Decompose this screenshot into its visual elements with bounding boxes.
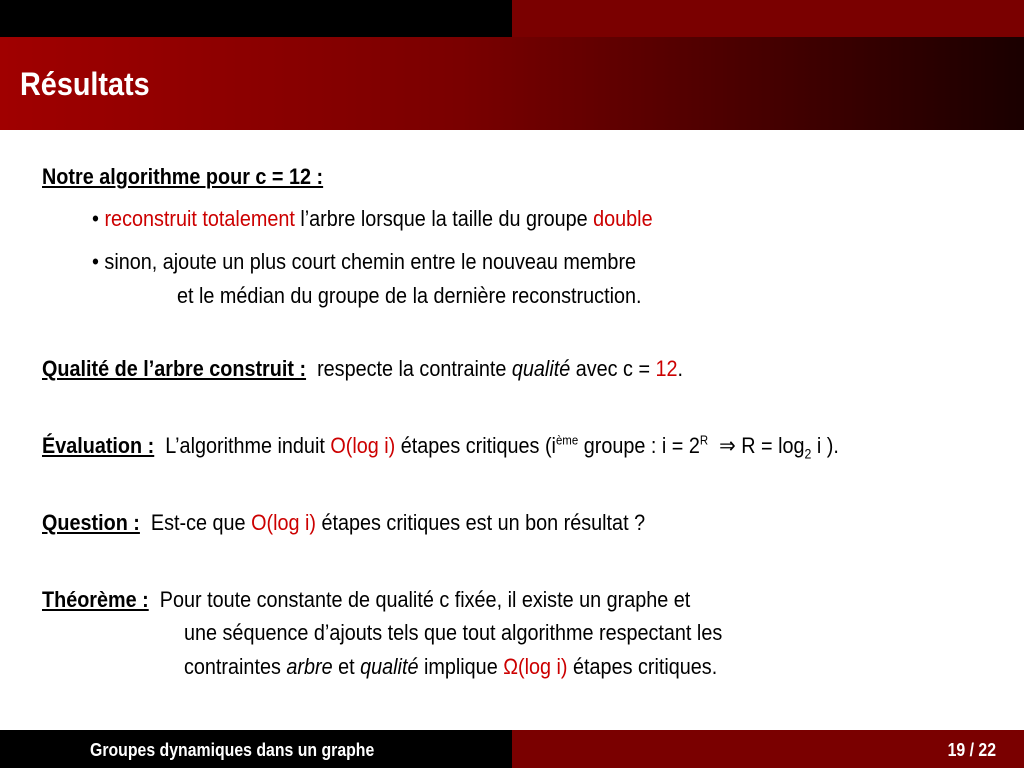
section-quality [42,358,683,381]
footer-bar [0,730,1024,768]
quality-text1: respecte la contrainte [317,356,512,381]
slide-title: Résultats [20,66,150,102]
question-complexity: O(log i) [251,510,316,535]
theorem-line2: une séquence d’ajouts tels que tout algorithme respectant les [184,620,723,645]
evaluation-sub-2: 2 [804,445,812,462]
theorem-line1: Pour toute constante de qualité c fixée, il existe un graphe et [159,587,691,612]
evaluation-text2: étapes critiques (i [395,433,556,458]
evaluation-text3: groupe : i = 2 [578,433,700,458]
question-heading: Question : [42,510,140,535]
theorem-line3 [184,656,717,679]
evaluation-sup-eme: ème [555,432,579,448]
question-text1: Est-ce que [150,510,252,535]
rebuild-red-text: reconstruit totalement [104,206,295,231]
footer-title: Groupes dynamiques dans un graphe [90,740,375,760]
evaluation-text1: L’algorithme induit [165,433,331,458]
bullet-else-line2: et le médian du groupe de la dernière reconstruction. [177,283,642,308]
theorem-line3a: contraintes [184,654,287,679]
theorem-italic-arbre: arbre [286,654,333,679]
footer-right [512,730,1024,768]
evaluation-heading: Évaluation : [42,433,155,458]
theorem-italic-qualite: qualité [360,654,419,679]
theorem-line3e: implique [418,654,504,679]
footer-left [0,730,512,768]
theorem-omega-complexity: Ω(log i) [503,654,568,679]
theorem-line3c: et [332,654,361,679]
section-evaluation [42,432,839,462]
bullet-marker: • [92,206,99,231]
quality-value: 12 [655,356,678,381]
theorem-line3f: étapes critiques. [567,654,718,679]
implies-arrow-icon: ⇒ [719,433,736,458]
double-red-text: double [593,206,653,231]
section-question [42,512,645,535]
evaluation-sup-r: R [699,432,709,448]
section-theorem [42,589,690,612]
algorithm-heading: Notre algorithme pour c = 12 : [42,164,324,189]
rebuild-text: l’arbre lorsque la taille du groupe [294,206,594,231]
quality-text2: avec c = [570,356,656,381]
bullet-else-line1: • sinon, ajoute un plus court chemin entre le nouveau membre [92,249,637,274]
quality-heading: Qualité de l’arbre construit : [42,356,307,381]
quality-italic: qualité [511,356,571,381]
theorem-heading: Théorème : [42,587,149,612]
evaluation-text4: R = log [735,433,805,458]
quality-end: . [677,356,684,381]
question-text2: étapes critiques est un bon résultat ? [315,510,646,535]
bullet-rebuild [92,208,653,231]
evaluation-text5: i ). [811,433,839,458]
section-algorithm-heading [42,166,323,189]
page-number: 19 / 22 [947,740,996,760]
evaluation-complexity: O(log i) [330,433,396,458]
